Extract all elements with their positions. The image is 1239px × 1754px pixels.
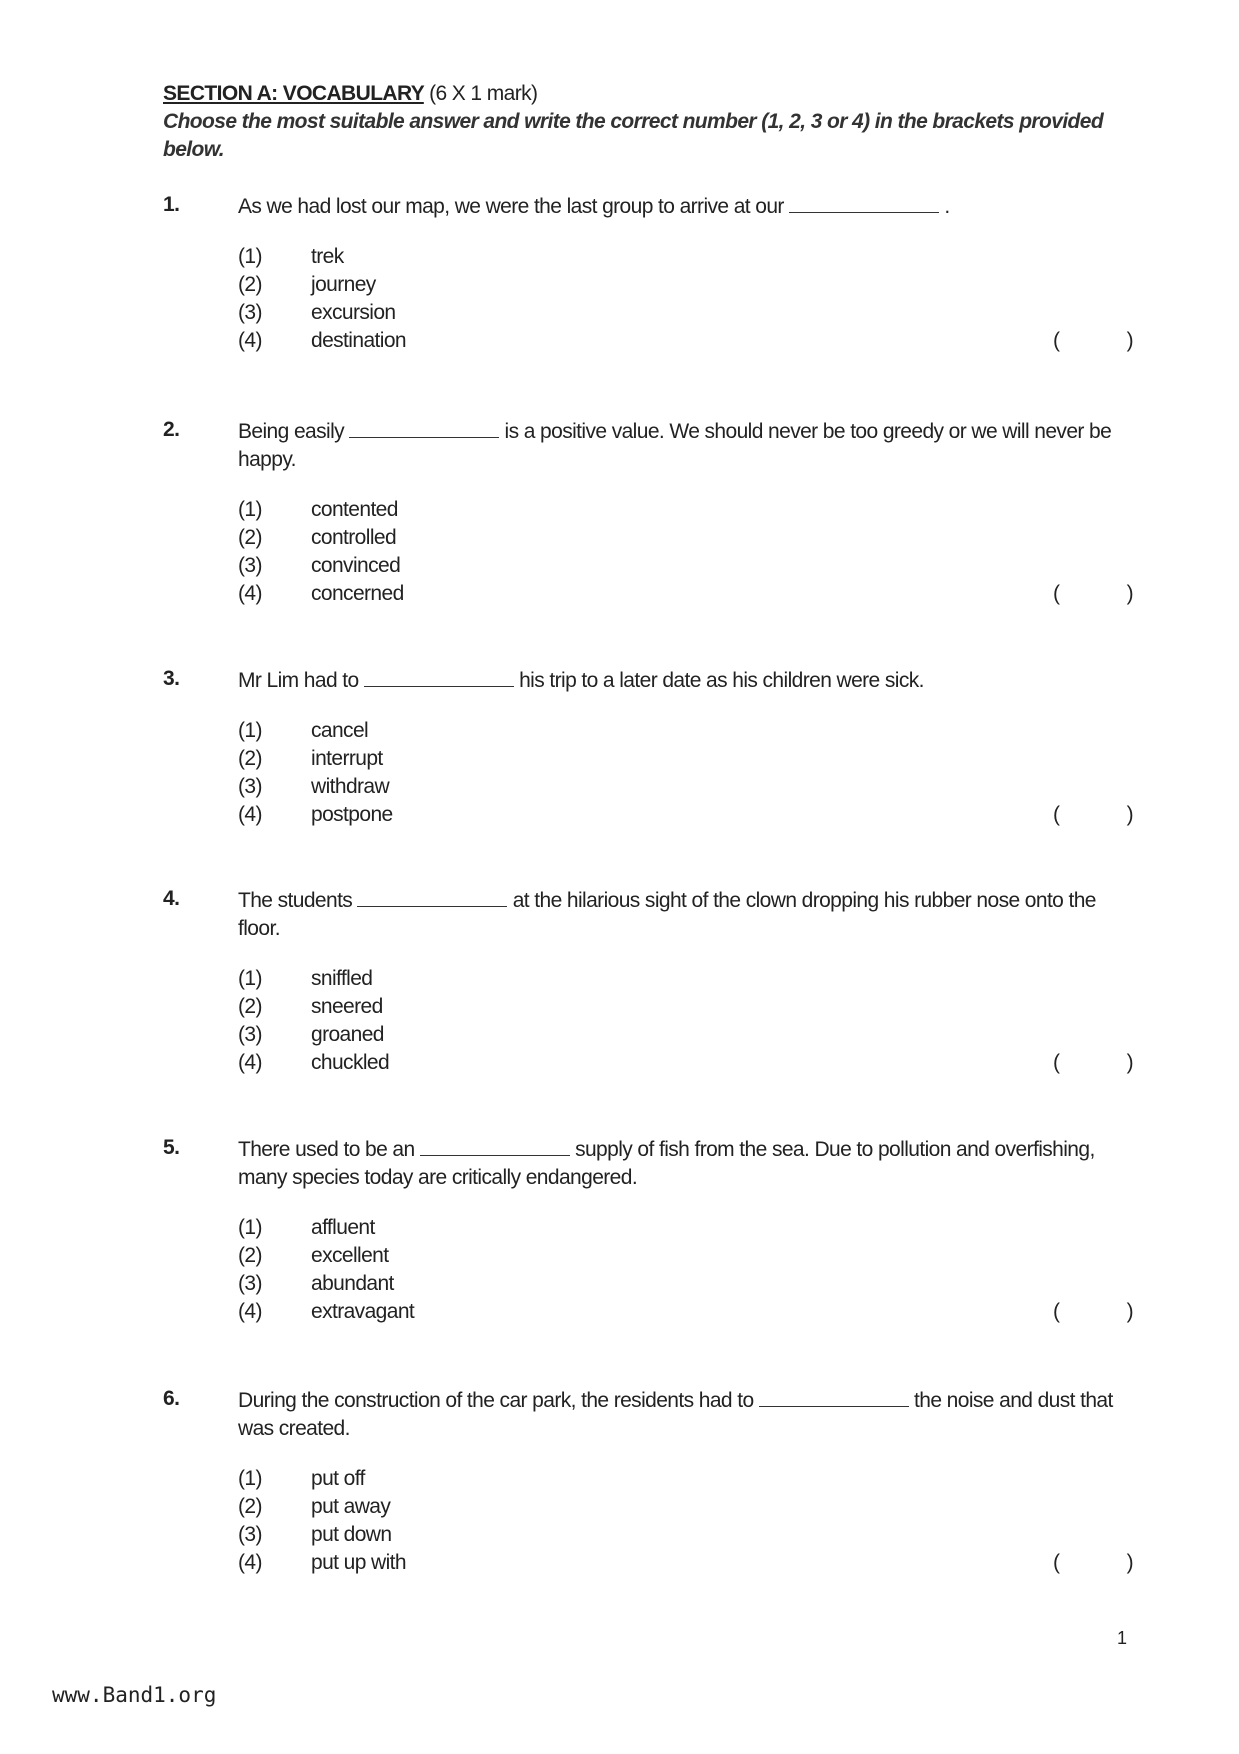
options-list — [238, 1214, 1133, 1326]
answer-brackets[interactable]: ( ) — [1053, 1300, 1133, 1323]
question-text: There used to be an supply of fish from the sea. Due to pollution and overfishing, many species today are critically endangered. — [238, 1138, 1095, 1189]
question-1 — [163, 193, 1133, 355]
options-list — [238, 717, 1133, 829]
section-header — [163, 82, 1133, 164]
answer-brackets[interactable]: ( ) — [1053, 803, 1133, 826]
footer-watermark: www.Band1.org — [52, 1683, 217, 1707]
option: (4) postpone ( ) — [238, 801, 1133, 829]
answer-blank — [364, 668, 514, 687]
option: (1) trek — [238, 245, 344, 268]
option: (4) put up with ( ) — [238, 1549, 1133, 1577]
option: (2) put away — [238, 1495, 391, 1518]
option: (1) affluent — [238, 1216, 375, 1239]
option: (1) cancel — [238, 719, 369, 742]
question-text: The students at the hilarious sight of the clown dropping his rubber nose onto the floor. — [238, 889, 1096, 940]
answer-blank — [420, 1137, 570, 1156]
option: (3) groaned — [238, 1023, 384, 1046]
answer-blank — [759, 1388, 909, 1407]
question-text: Being easily is a positive value. We should never be too greedy or we will never be happy. — [238, 420, 1112, 471]
option: (2) sneered — [238, 995, 383, 1018]
options-list — [238, 496, 1133, 608]
option: (2) controlled — [238, 526, 397, 549]
answer-blank — [789, 194, 939, 213]
option: (1) sniffled — [238, 967, 373, 990]
option: (1) contented — [238, 498, 398, 521]
question-number: 4. — [163, 887, 180, 910]
option: (4) chuckled ( ) — [238, 1049, 1133, 1077]
instructions: Choose the most suitable answer and write the correct number (1, 2, 3 or 4) in the brackets provided below. — [163, 110, 1104, 161]
options-list — [238, 243, 1133, 355]
question-4 — [163, 887, 1133, 1077]
page-number: 1 — [1117, 1628, 1127, 1648]
question-text: During the construction of the car park, the residents had to the noise and dust that was created. — [238, 1389, 1113, 1440]
answer-brackets[interactable]: ( ) — [1053, 1551, 1133, 1574]
option: (2) interrupt — [238, 747, 383, 770]
option: (1) put off — [238, 1467, 365, 1490]
question-number: 1. — [163, 193, 180, 216]
answer-brackets[interactable]: ( ) — [1053, 582, 1133, 605]
answer-brackets[interactable]: ( ) — [1053, 329, 1133, 352]
options-list — [238, 965, 1133, 1077]
option: (3) withdraw — [238, 775, 390, 798]
answer-blank — [349, 419, 499, 438]
question-2 — [163, 418, 1133, 608]
question-text: As we had lost our map, we were the last group to arrive at our . — [238, 195, 950, 218]
option: (4) concerned ( ) — [238, 580, 1133, 608]
section-title: SECTION A: VOCABULARY (6 X 1 mark) — [163, 82, 538, 105]
question-5 — [163, 1136, 1133, 1326]
option: (2) excellent — [238, 1244, 389, 1267]
question-number: 3. — [163, 667, 180, 690]
option: (4) destination ( ) — [238, 327, 1133, 355]
option: (4) extravagant ( ) — [238, 1298, 1133, 1326]
question-number: 5. — [163, 1136, 180, 1159]
option: (3) put down — [238, 1523, 392, 1546]
option: (2) journey — [238, 273, 376, 296]
option: (3) convinced — [238, 554, 401, 577]
question-6 — [163, 1387, 1133, 1577]
question-number: 2. — [163, 418, 180, 441]
answer-brackets[interactable]: ( ) — [1053, 1051, 1133, 1074]
answer-blank — [357, 888, 507, 907]
option: (3) excursion — [238, 301, 396, 324]
question-3 — [163, 667, 1133, 829]
question-number: 6. — [163, 1387, 180, 1410]
option: (3) abundant — [238, 1272, 394, 1295]
options-list — [238, 1465, 1133, 1577]
question-text: Mr Lim had to his trip to a later date as his children were sick. — [238, 669, 924, 692]
